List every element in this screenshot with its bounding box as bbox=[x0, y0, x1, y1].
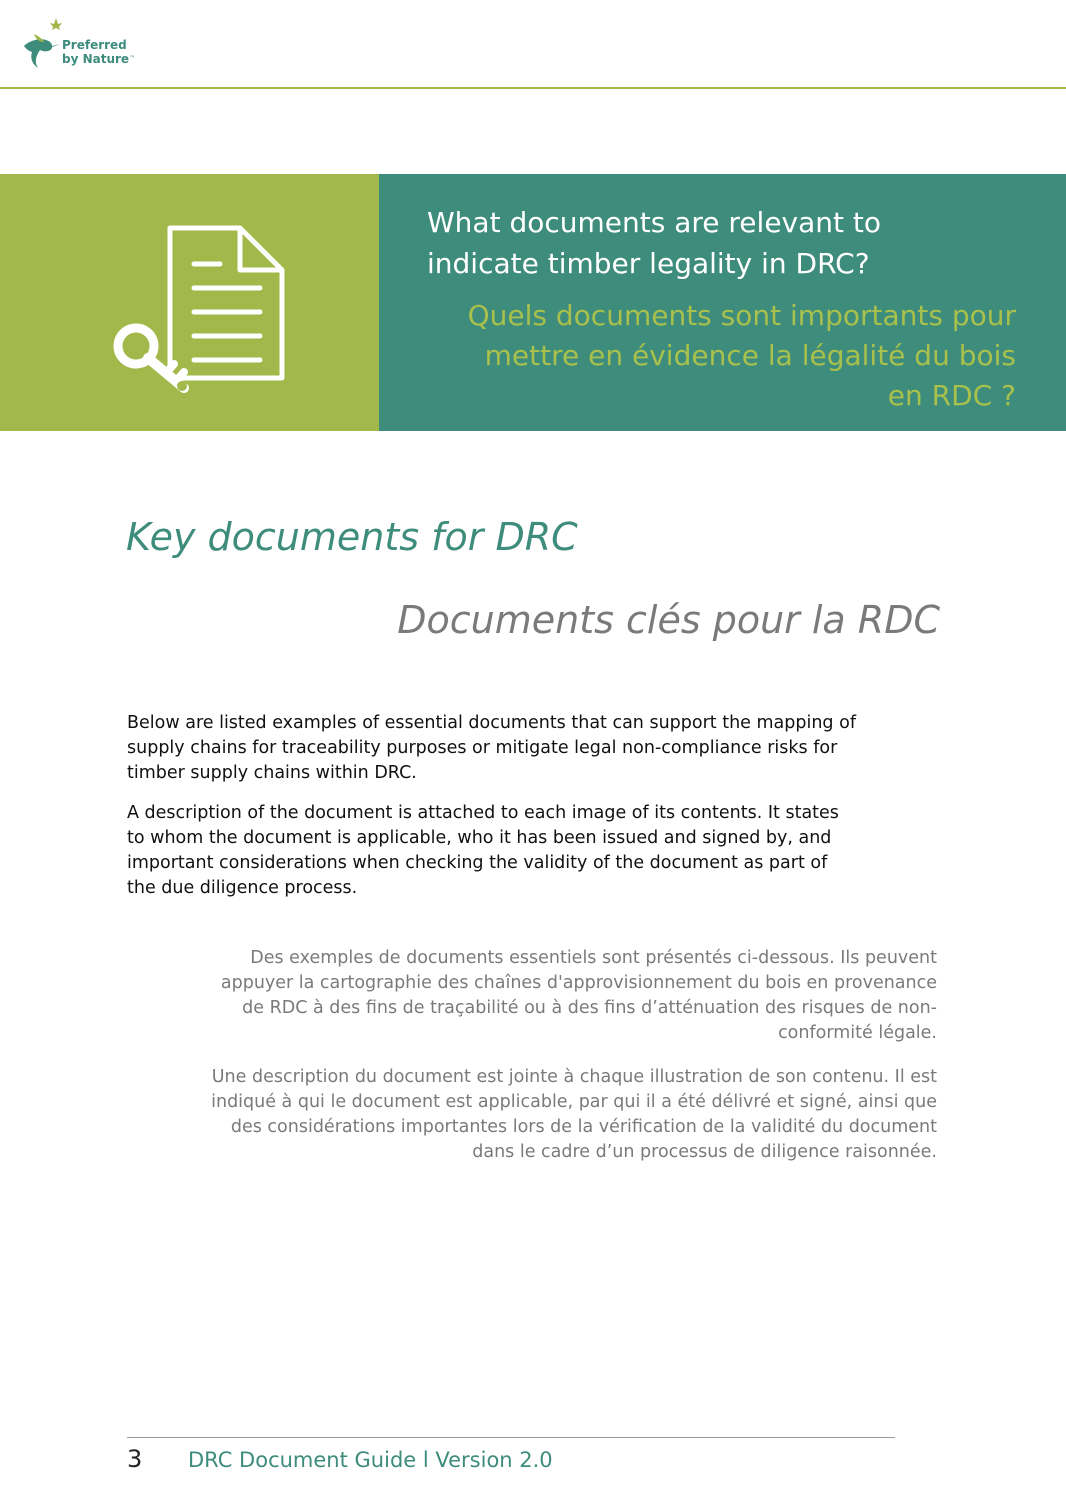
preferred-by-nature-logo bbox=[20, 16, 150, 72]
banner-icon-panel bbox=[0, 174, 379, 431]
trademark-symbol: ™ bbox=[129, 55, 136, 62]
page-header bbox=[0, 0, 1066, 90]
header-divider bbox=[0, 87, 1066, 89]
body-en-paragraph-1: Below are listed examples of essential documents that can support the mapping of supply chains for traceability purposes or mitigate legal non-compliance risks for timber supply chains within DRC. bbox=[127, 713, 856, 783]
section-heading-en: Key documents for DRC bbox=[126, 515, 578, 559]
body-en-paragraph-2: A description of the document is attached to each image of its contents. It states to whom the document is applicable, who it has been issued and signed by, and important considerations when checking the validity of the document as part of the due diligence process. bbox=[127, 803, 839, 898]
page-number: 3 bbox=[127, 1445, 143, 1473]
logo-line-2 bbox=[62, 52, 135, 66]
banner-question-panel bbox=[379, 174, 1066, 431]
footer-document-title: DRC Document Guide l Version 2.0 bbox=[188, 1448, 553, 1472]
body-text-fr bbox=[207, 946, 937, 1184]
logo-line-2-text: by Nature bbox=[62, 52, 130, 66]
body-text-en bbox=[127, 711, 857, 916]
logo-wordmark bbox=[62, 38, 135, 66]
body-fr-paragraph-1: Des exemples de documents essentiels sont présentés ci-dessous. Ils peuvent appuyer la cartographie des chaînes d'approvisionnement du bois en provenance de RDC à des fins de traçabilité ou à des fins d’atténuation des risques de non-conformité légale. bbox=[220, 948, 937, 1043]
document-key-icon bbox=[108, 218, 288, 398]
banner-question-fr: Quels documents sont importants pour mettre en évidence la légalité du bois en RDC ? bbox=[467, 299, 1016, 412]
section-heading-fr: Documents clés pour la RDC bbox=[397, 598, 940, 642]
hummingbird-icon bbox=[20, 16, 64, 72]
body-fr-paragraph-2: Une description du document est jointe à chaque illustration de son contenu. Il est indiqué à qui le document est applicable, par qui il a été délivré et signé, ainsi que des considérations importantes lors de la vérification de la validité du document dans le cadre d’un processus de diligence raisonnée. bbox=[211, 1067, 937, 1162]
logo-line-1: Preferred bbox=[62, 38, 127, 52]
banner-question-en: What documents are relevant to indicate timber legality in DRC? bbox=[427, 206, 882, 280]
footer-divider bbox=[127, 1437, 895, 1438]
